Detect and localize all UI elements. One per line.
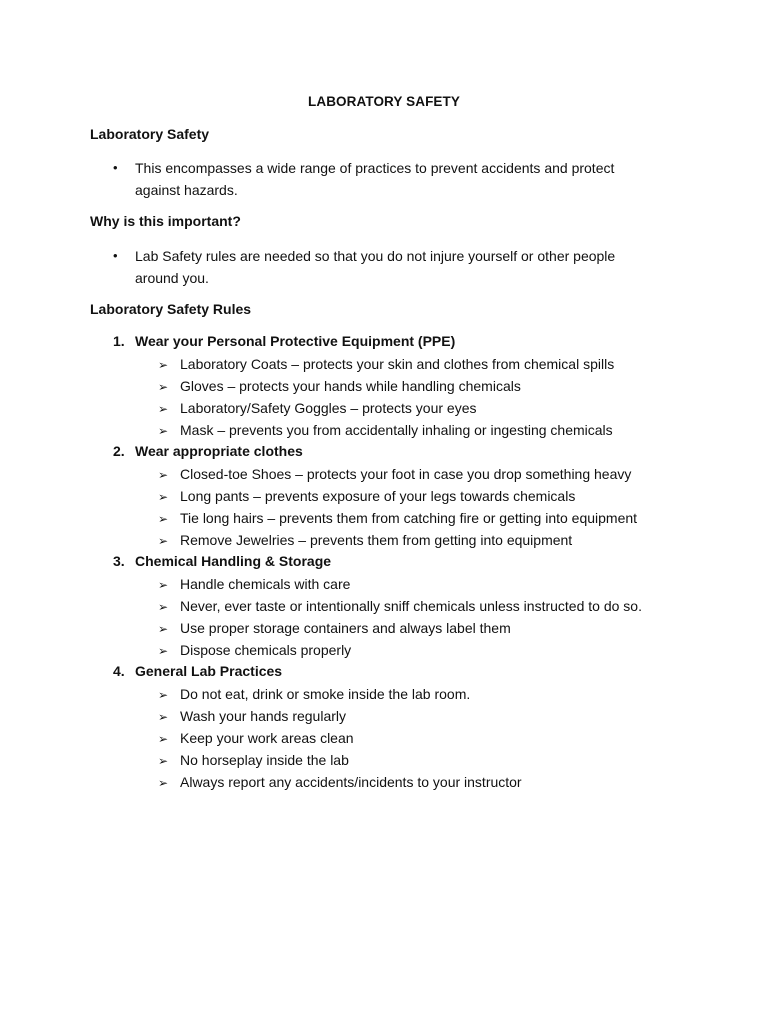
rule-sub-item-text: Dispose chemicals properly [180, 642, 352, 658]
rule-sub-item-text: Gloves – protects your hands while handling chemicals [180, 378, 521, 394]
arrow-bullet-icon: ➢ [158, 402, 169, 416]
rule-title [113, 440, 303, 462]
rule-number: 2. [113, 443, 125, 459]
rule-sub-item [158, 353, 614, 375]
rule-sub-item [158, 749, 349, 771]
bullet-text: This encompasses a wide range of practices to prevent accidents and protect against hazards. [135, 160, 615, 198]
bullet-text: Lab Safety rules are needed so that you do not injure yourself or other people around you. [135, 248, 616, 286]
arrow-bullet-icon: ➢ [158, 490, 169, 504]
rule-title [113, 330, 455, 352]
rule-sub-item-text: Laboratory Coats – protects your skin and clothes from chemical spills [180, 356, 615, 372]
rule-title-text: General Lab Practices [135, 663, 283, 679]
rule-sub-item [158, 727, 354, 749]
rule-sub-item [158, 397, 477, 419]
rule-sub-item [158, 463, 631, 485]
bullet-icon: • [113, 160, 118, 175]
arrow-bullet-icon: ➢ [158, 600, 169, 614]
rule-title-text: Wear appropriate clothes [135, 443, 303, 459]
rule-sub-item [158, 595, 642, 617]
rule-sub-item [158, 485, 575, 507]
rule-sub-item [158, 771, 522, 793]
rule-sub-item-text: Mask – prevents you from accidentally inhaling or ingesting chemicals [180, 422, 613, 438]
section-heading-laboratory-safety: Laboratory Safety [90, 126, 210, 142]
rule-sub-item-text: Long pants – prevents exposure of your legs towards chemicals [180, 488, 576, 504]
rule-sub-item-text: No horseplay inside the lab [180, 752, 349, 768]
rule-sub-item [158, 507, 637, 529]
arrow-bullet-icon: ➢ [158, 578, 169, 592]
rule-sub-item [158, 529, 572, 551]
rule-sub-item [158, 639, 351, 661]
arrow-bullet-icon: ➢ [158, 710, 169, 724]
rule-sub-item-text: Always report any accidents/incidents to your instructor [180, 774, 522, 790]
rule-sub-item-text: Handle chemicals with care [180, 576, 351, 592]
bullet-icon: • [113, 248, 118, 263]
bullet-item [113, 245, 653, 289]
section-heading-why-important: Why is this important? [90, 213, 241, 229]
rule-sub-item [158, 683, 470, 705]
rule-sub-item-text: Never, ever taste or intentionally sniff chemicals unless instructed to do so. [180, 598, 642, 614]
rule-title [113, 550, 331, 572]
rule-sub-item [158, 375, 521, 397]
arrow-bullet-icon: ➢ [158, 622, 169, 636]
rule-sub-item-text: Wash your hands regularly [180, 708, 347, 724]
arrow-bullet-icon: ➢ [158, 534, 169, 548]
bullet-item [113, 157, 653, 201]
rule-sub-item-text: Keep your work areas clean [180, 730, 354, 746]
arrow-bullet-icon: ➢ [158, 776, 169, 790]
arrow-bullet-icon: ➢ [158, 380, 169, 394]
rule-sub-item [158, 705, 346, 727]
rule-number: 1. [113, 333, 125, 349]
arrow-bullet-icon: ➢ [158, 468, 169, 482]
document-title: LABORATORY SAFETY [308, 94, 460, 109]
rule-sub-item-text: Do not eat, drink or smoke inside the lab room. [180, 686, 471, 702]
rule-sub-item [158, 573, 350, 595]
rule-title [113, 660, 282, 682]
arrow-bullet-icon: ➢ [158, 358, 169, 372]
rule-title-text: Chemical Handling & Storage [135, 553, 332, 569]
arrow-bullet-icon: ➢ [158, 644, 169, 658]
arrow-bullet-icon: ➢ [158, 754, 169, 768]
rule-sub-item-text: Use proper storage containers and always label them [180, 620, 511, 636]
rule-sub-item-text: Remove Jewelries – prevents them from getting into equipment [180, 532, 573, 548]
rule-sub-item [158, 419, 613, 441]
rule-sub-item-text: Tie long hairs – prevents them from catching fire or getting into equipment [180, 510, 638, 526]
rule-sub-item-text: Closed-toe Shoes – protects your foot in case you drop something heavy [180, 466, 632, 482]
rule-number: 3. [113, 553, 125, 569]
arrow-bullet-icon: ➢ [158, 512, 169, 526]
rule-number: 4. [113, 663, 125, 679]
arrow-bullet-icon: ➢ [158, 732, 169, 746]
arrow-bullet-icon: ➢ [158, 424, 169, 438]
rule-sub-item [158, 617, 511, 639]
rule-sub-item-text: Laboratory/Safety Goggles – protects your eyes [180, 400, 477, 416]
rule-title-text: Wear your Personal Protective Equipment (PPE) [135, 333, 456, 349]
arrow-bullet-icon: ➢ [158, 688, 169, 702]
section-heading-safety-rules: Laboratory Safety Rules [90, 301, 252, 317]
